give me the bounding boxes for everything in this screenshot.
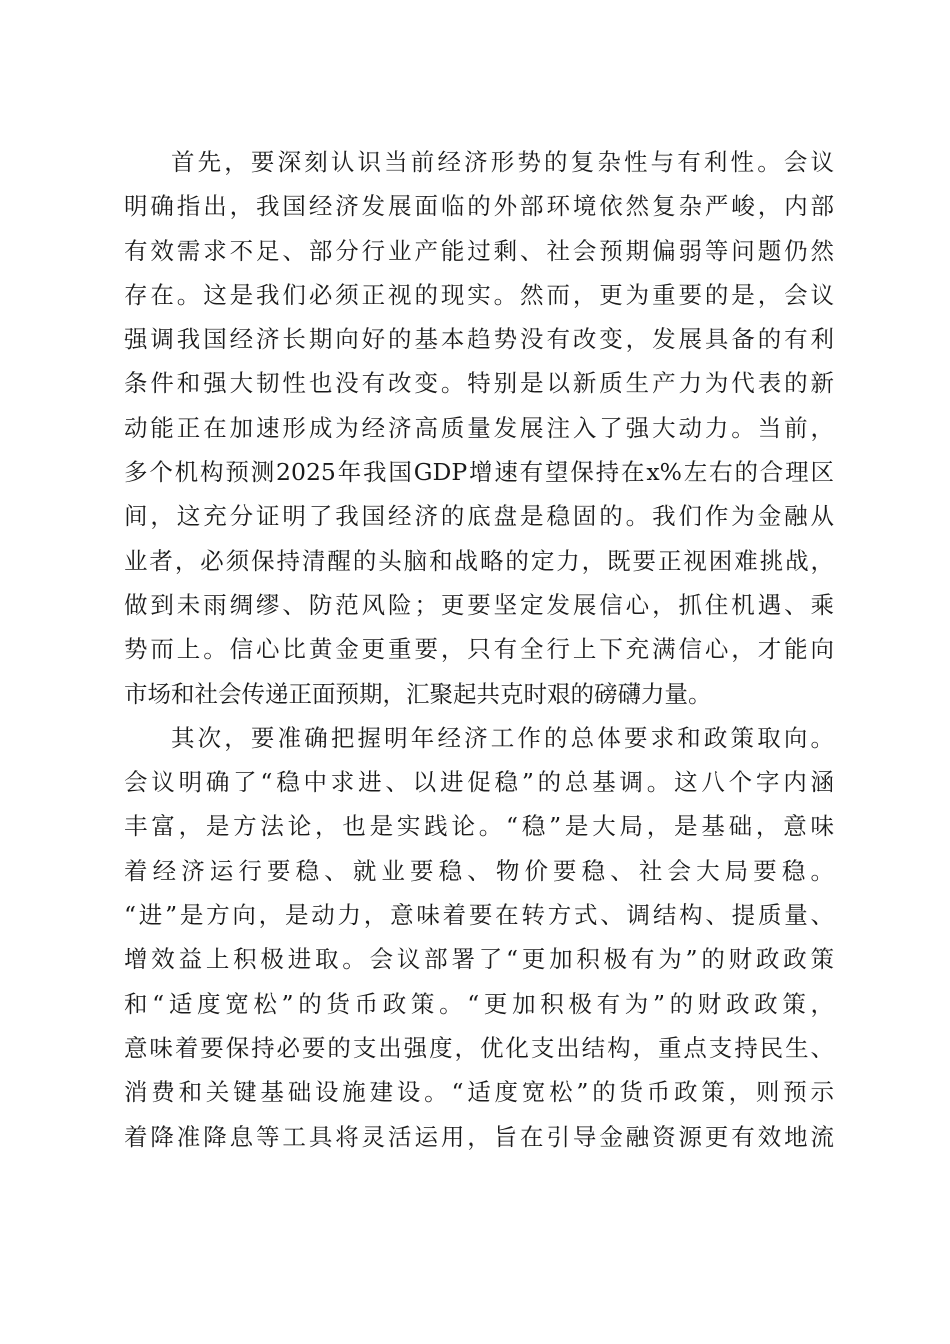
paragraph-2-line: 着经济运行要稳、就业要稳、物价要稳、社会大局要稳。 [124, 856, 834, 885]
paragraph-2-line: 消费和关键基础设施建设。“适度宽松”的货币政策，则预示 [124, 1078, 834, 1107]
paragraph-1-line: 有效需求不足、部分行业产能过剩、社会预期偏弱等问题仍然 [124, 236, 834, 265]
paragraph-1-line: 存在。这是我们必须正视的现实。然而，更为重要的是，会议 [124, 280, 834, 309]
paragraph-2-line: 会议明确了“稳中求进、以进促稳”的总基调。这八个字内涵 [124, 768, 834, 797]
paragraph-1-line: 多个机构预测2025年我国GDP增速有望保持在x%左右的合理区 [124, 458, 834, 487]
paragraph-2-line: 增效益上积极进取。会议部署了“更加积极有为”的财政政策 [124, 945, 834, 974]
paragraph-2-line: 和“适度宽松”的货币政策。“更加积极有为”的财政政策， [124, 989, 834, 1018]
paragraph-1-line: 市场和社会传递正面预期，汇聚起共克时艰的磅礴力量。 [124, 679, 712, 708]
paragraph-1-line: 首先，要深刻认识当前经济形势的复杂性与有利性。会议 [171, 148, 834, 176]
paragraph-1-line: 势而上。信心比黄金更重要，只有全行上下充满信心，才能向 [124, 635, 834, 664]
paragraph-2-line: 其次，要准确把握明年经济工作的总体要求和政策取向。 [171, 723, 834, 752]
paragraph-1-line: 动能正在加速形成为经济高质量发展注入了强大动力。当前， [124, 413, 834, 442]
paragraph-1-line: 业者，必须保持清醒的头脑和战略的定力，既要正视困难挑战， [124, 546, 834, 575]
paragraph-1-line: 强调我国经济长期向好的基本趋势没有改变，发展具备的有利 [124, 325, 834, 354]
paragraph-1-line: 做到未雨绸缪、防范风险；更要坚定发展信心，抓住机遇、乘 [124, 590, 834, 619]
paragraph-2-line: 丰富，是方法论，也是实践论。“稳”是大局，是基础，意味 [124, 812, 834, 841]
paragraph-1-line: 条件和强大韧性也没有改变。特别是以新质生产力为代表的新 [124, 369, 834, 398]
body-text [124, 140, 834, 1159]
paragraph-2-line: “进”是方向，是动力，意味着要在转方式、调结构、提质量、 [124, 901, 834, 930]
paragraph-2-line: 着降准降息等工具将灵活运用，旨在引导金融资源更有效地流 [124, 1122, 834, 1151]
paragraph-1-line: 明确指出，我国经济发展面临的外部环境依然复杂严峻，内部 [124, 192, 834, 221]
paragraph-2-line: 意味着要保持必要的支出强度，优化支出结构，重点支持民生、 [124, 1033, 834, 1062]
paragraph-1-line: 间，这充分证明了我国经济的底盘是稳固的。我们作为金融从 [124, 502, 834, 531]
